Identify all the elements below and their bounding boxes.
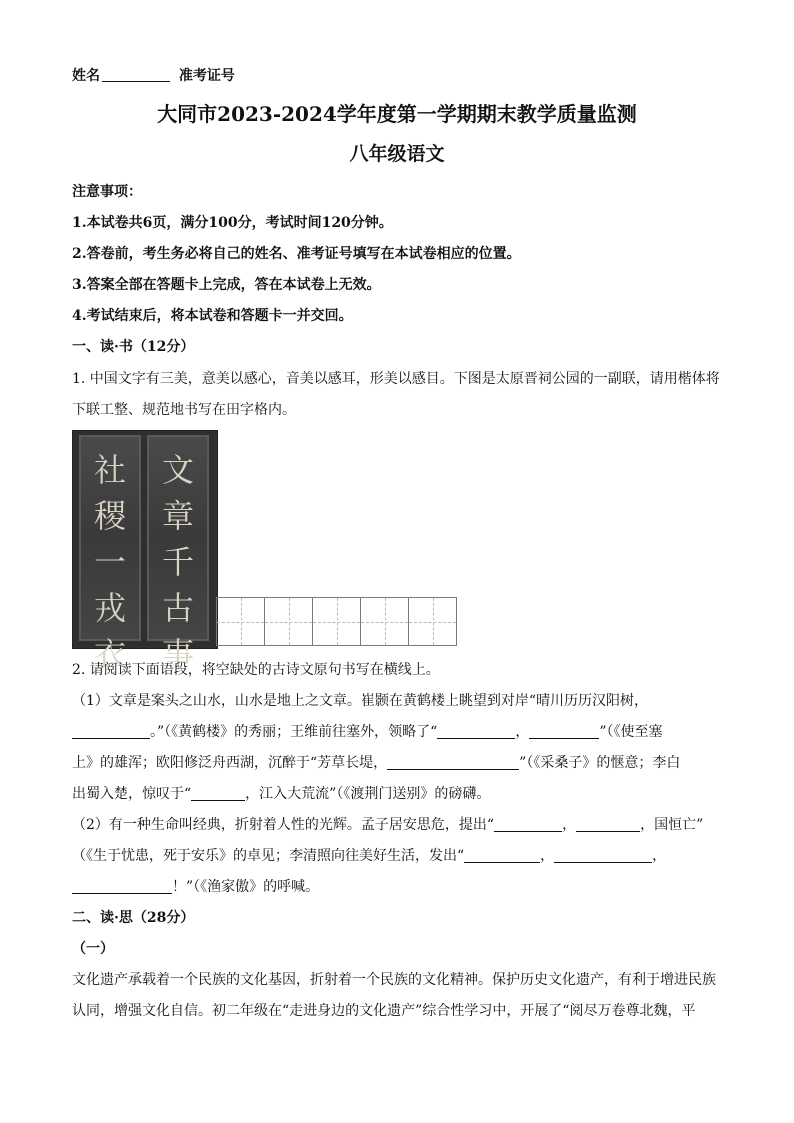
note-item-1: 1.本试卷共6页，满分100分，考试时间120分钟。 xyxy=(72,215,393,231)
tianzige-cell[interactable] xyxy=(216,597,265,646)
couplet-char: 古 xyxy=(161,589,194,627)
text: ， xyxy=(515,724,530,740)
answer-blank[interactable] xyxy=(554,848,652,863)
text: ”（《使至塞 xyxy=(599,724,663,740)
tianzige-grid xyxy=(216,597,457,647)
exam-title: 大同市2023-2024学年度第一学期期末教学质量监测 xyxy=(157,102,637,126)
name-row xyxy=(72,66,722,86)
couplet-char: 事 xyxy=(161,635,194,673)
section1-heading: 一、读·书（12分） xyxy=(72,339,195,355)
couplet-plaque-left xyxy=(79,435,141,673)
couplet-char: 一 xyxy=(93,543,126,581)
q2-p2-line-2 xyxy=(72,846,722,866)
couplet-photo xyxy=(72,430,218,673)
couplet-char: 社 xyxy=(93,451,126,489)
text: 。”（《黄鹤楼》的秀丽；王维前往塞外，领略了“ xyxy=(150,724,438,740)
answer-blank[interactable] xyxy=(576,817,640,832)
section2-sub: （一） xyxy=(72,941,114,957)
answer-blank[interactable] xyxy=(464,848,540,863)
q2-p1-line-1: （1）文章是案头之山水，山水是地上之文章。崔颢在黄鹤楼上眺望到对岸“晴川历历汉阳树， xyxy=(72,693,649,709)
text: ， xyxy=(562,817,577,833)
answer-blank[interactable] xyxy=(529,724,599,739)
q2-p1-line-3 xyxy=(72,753,722,773)
couplet-char: 千 xyxy=(161,543,194,581)
name-blank xyxy=(102,67,170,82)
answer-blank[interactable] xyxy=(437,724,515,739)
tianzige-cell[interactable] xyxy=(408,597,457,646)
section2-paragraph-line-2: 认同，增强文化自信。初二年级在“走进身边的文化遗产”综合性学习中，开展了“阅尽万卷尊北魏，平 xyxy=(72,1003,696,1019)
note-item-4: 4.考试结束后，将本试卷和答题卡一并交回。 xyxy=(72,308,353,324)
text: ，江入大荒流”（《渡荆门送别》的磅礴。 xyxy=(245,786,491,802)
tianzige-cell[interactable] xyxy=(360,597,409,646)
section2-heading: 二、读·思（28分） xyxy=(72,910,195,926)
name-label: 姓名 xyxy=(72,68,100,84)
q2-p2-line-1 xyxy=(72,815,722,835)
text: 出蜀入楚，惊叹于“ xyxy=(72,786,192,802)
text: ！”（《渔家傲》的呼喊。 xyxy=(172,879,320,895)
tianzige-cell[interactable] xyxy=(312,597,361,646)
q2-p1-line-4 xyxy=(72,784,722,804)
couplet-char: 文 xyxy=(161,451,194,489)
exam-subtitle: 八年级语文 xyxy=(349,143,445,165)
couplet-char: 戎 xyxy=(93,589,126,627)
q2-p2-line-3 xyxy=(72,877,722,897)
exam-id-label: 准考证号 xyxy=(178,68,235,84)
couplet-char: 衣 xyxy=(93,635,126,673)
text: （《生于忧患，死于安乐》的卓见；李清照向往美好生活，发出“ xyxy=(72,848,465,864)
text: 上》的雄浑；欧阳修泛舟西湖，沉醉于“芳草长堤， xyxy=(72,755,388,771)
answer-blank[interactable] xyxy=(494,817,562,832)
couplet-char: 稷 xyxy=(93,497,126,535)
text: ， xyxy=(540,848,555,864)
text: ， xyxy=(652,848,667,864)
note-item-2: 2.答卷前，考生务必将自己的姓名、准考证号填写在本试卷相应的位置。 xyxy=(72,246,521,262)
q1-line-1: 1. 中国文字有三美，意美以感心，音美以感耳，形美以感目。下图是太原晋祠公园的一副联，请用楷体将 xyxy=(72,371,720,387)
answer-blank[interactable] xyxy=(191,786,245,801)
section2-paragraph-line-1: 文化遗产承载着一个民族的文化基因，折射着一个民族的文化精神。保护历史文化遗产，有利于增进民族 xyxy=(72,972,716,988)
couplet-plaque-right xyxy=(147,435,209,673)
answer-blank[interactable] xyxy=(387,755,519,770)
note-item-3: 3.答案全部在答题卡上完成，答在本试卷上无效。 xyxy=(72,277,381,293)
couplet-char: 章 xyxy=(161,497,194,535)
answer-blank[interactable] xyxy=(72,724,150,739)
text: ”（《采桑子》的惬意；李白 xyxy=(519,755,681,771)
tianzige-cell[interactable] xyxy=(264,597,313,646)
text: ，国恒亡” xyxy=(640,817,704,833)
q1-line-2: 下联工整、规范地书写在田字格内。 xyxy=(72,402,296,418)
notes-heading: 注意事项： xyxy=(72,184,142,200)
q2-p1-line-2 xyxy=(72,722,722,742)
answer-blank[interactable] xyxy=(72,879,172,894)
text: （2）有一种生命叫经典，折射着人性的光辉。孟子居安思危，提出“ xyxy=(72,817,495,833)
q2-intro: 2. 请阅读下面语段，将空缺处的古诗文原句书写在横线上。 xyxy=(72,662,440,678)
